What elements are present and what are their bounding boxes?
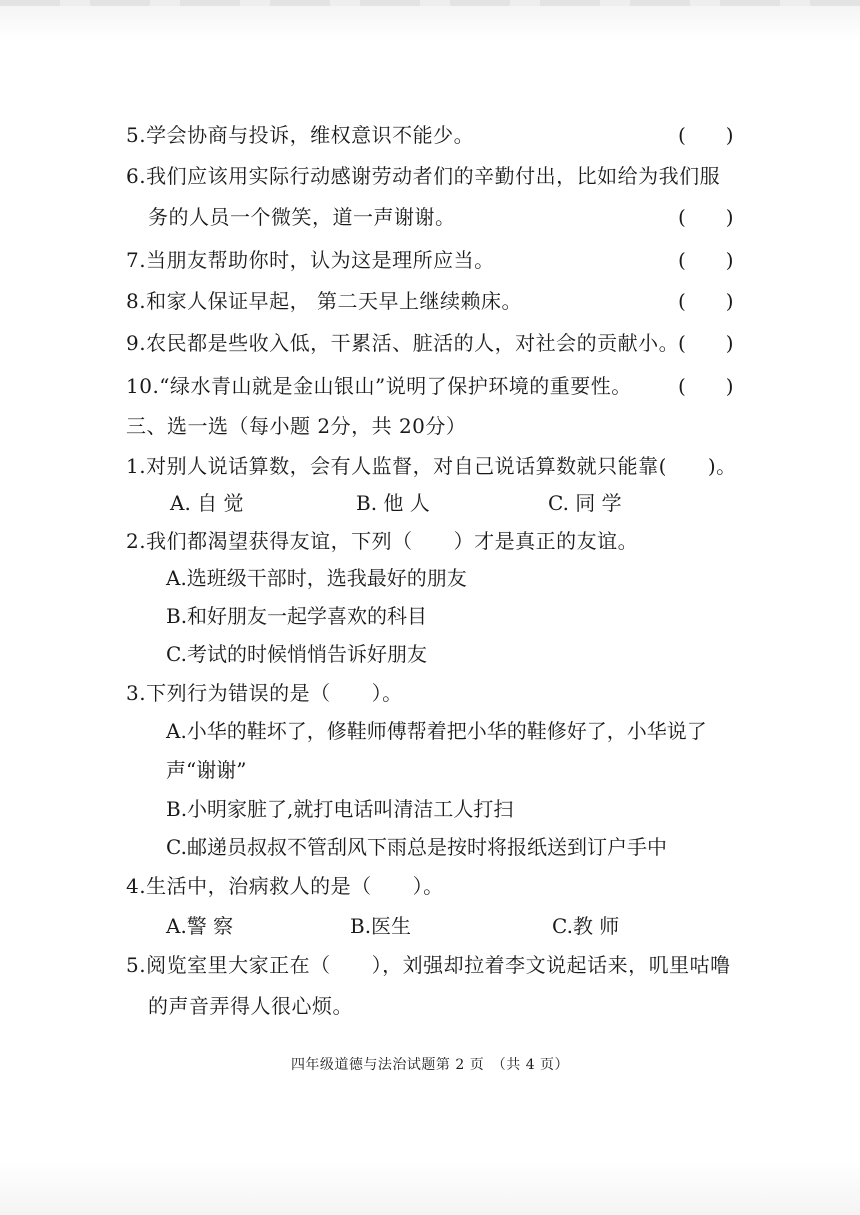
tf-answer-7: ( ) xyxy=(678,248,734,272)
tf-answer-5: ( ) xyxy=(678,123,734,147)
tf-item-7: 7.当朋友帮助你时，认为这是理所应当。 xyxy=(126,248,495,272)
tf-item-10: 10.“绿水青山就是金山银山”说明了保护环境的重要性。 xyxy=(126,374,632,398)
tf-item-6: 6.我们应该用实际行动感谢劳动者们的辛勤付出，比如给为我们服 xyxy=(126,164,721,188)
mc-q2-option-a: A.选班级干部时，选我最好的朋友 xyxy=(166,566,467,590)
mc-q4-option-c: C.教 师 xyxy=(552,914,620,938)
mc-q2: 2.我们都渴望获得友谊，下列（ ）才是真正的友谊。 xyxy=(126,529,639,553)
mc-q3-option-a: A.小华的鞋坏了，修鞋师傅帮着把小华的鞋修好了，小华说了 xyxy=(166,719,707,743)
scan-top-edge xyxy=(0,0,860,6)
tf-answer-8: ( ) xyxy=(678,289,734,313)
mc-q3-option-b: B.小明家脏了,就打电话叫清洁工人打扫 xyxy=(166,797,514,821)
tf-answer-6: ( ) xyxy=(678,205,734,229)
section-3-title: 三、选一选（每小题 2分，共 20分） xyxy=(126,414,467,438)
mc-q4: 4.生活中，治病救人的是（ ）。 xyxy=(126,874,444,898)
tf-answer-10: ( ) xyxy=(678,374,734,398)
mc-q3: 3.下列行为错误的是（ ）。 xyxy=(126,681,403,705)
tf-item-9: 9.农民都是些收入低，干累活、脏活的人，对社会的贡献小。 xyxy=(126,331,680,355)
tf-item-6-cont: 务的人员一个微笑，道一声谢谢。 xyxy=(148,205,456,229)
tf-item-8: 8.和家人保证早起， 第二天早上继续赖床。 xyxy=(126,289,522,313)
mc-q2-option-c: C.考试的时候悄悄告诉好朋友 xyxy=(166,642,427,666)
tf-answer-9: ( ) xyxy=(678,331,734,355)
mc-q1-option-b: B. 他 人 xyxy=(356,491,430,515)
mc-q3-option-a-cont: 声“谢谢” xyxy=(166,758,247,782)
mc-q4-option-b: B.医生 xyxy=(350,914,412,938)
mc-q1: 1.对别人说话算数，会有人监督，对自己说话算数就只能靠( )。 xyxy=(126,454,737,478)
tf-item-5: 5.学会协商与投诉，维权意识不能少。 xyxy=(126,123,475,147)
mc-q1-option-a: A. 自 觉 xyxy=(170,491,244,515)
mc-q5: 5.阅览室里大家正在（ ），刘强却拉着李文说起话来，叽里咕噜 xyxy=(126,953,731,977)
mc-q1-option-c: C. 同 学 xyxy=(548,491,622,515)
mc-q2-option-b: B.和好朋友一起学喜欢的科目 xyxy=(166,604,428,628)
mc-q3-option-c: C.邮递员叔叔不管刮风下雨总是按时将报纸送到订户手中 xyxy=(166,835,667,859)
mc-q4-option-a: A.警 察 xyxy=(166,914,234,938)
mc-q5-cont: 的声音弄得人很心烦。 xyxy=(148,994,353,1018)
page-footer: 四年级道德与法治试题第 2 页 （共 4 页） xyxy=(290,1057,570,1073)
